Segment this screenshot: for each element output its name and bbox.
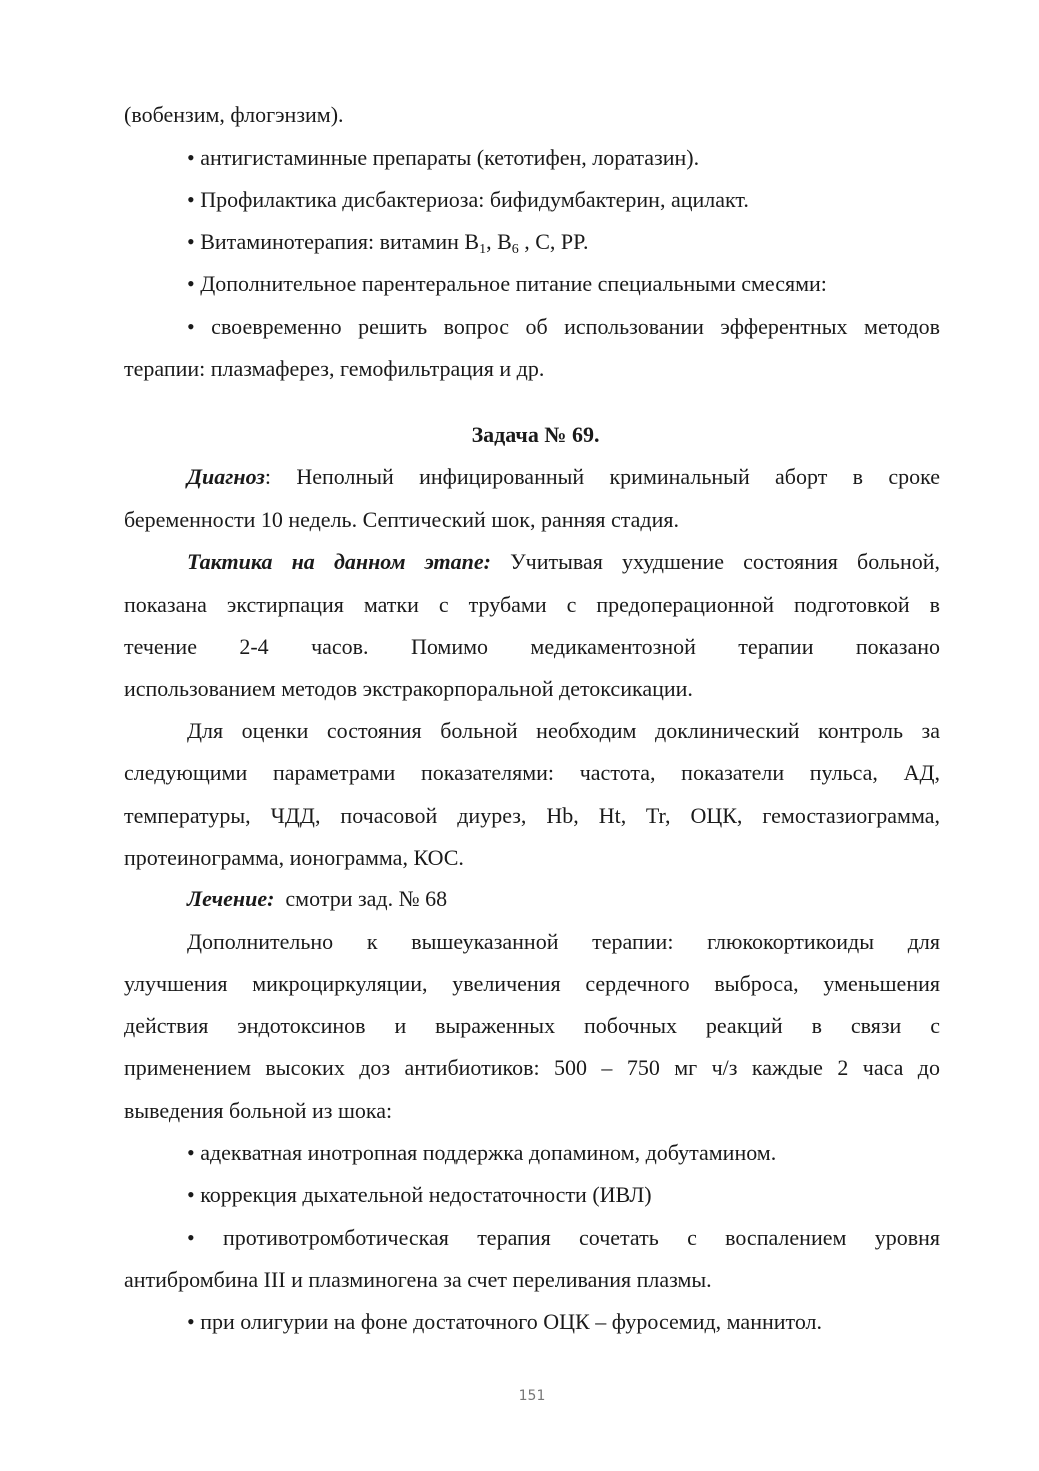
text-line: беременности 10 недель. Септический шок, ранняя стадия.	[124, 507, 680, 532]
text-line: Для оценки состояния больной необходим доклинический контроль за	[187, 718, 940, 743]
tactics-line: Тактика на данном этапе: Учитывая ухудшение состояния больной,	[187, 549, 940, 574]
text-line: показана экстирпация матки с трубами с предоперационной подготовкой в	[124, 592, 940, 617]
task-heading: Задача № 69.	[471, 422, 600, 447]
text-line: применением высоких доз антибиотиков: 500 – 750 мг ч/з каждые 2 часа до	[124, 1055, 940, 1080]
bullet-dysbacteriosis: • Профилактика дисбактериоза: бифидумбактерин, ацилакт.	[187, 187, 749, 212]
text-line: терапии: плазмаферез, гемофильтрация и др.	[124, 356, 545, 381]
bullet-parenteral: • Дополнительное парентеральное питание специальными смесями:	[187, 271, 827, 296]
text-line: течение 2-4 часов. Помимо медикаментозной терапии показано	[124, 634, 940, 659]
text-line: Дополнительно к вышеуказанной терапии: глюкокортикоиды для	[187, 929, 940, 954]
treatment-label: Лечение:	[187, 886, 275, 911]
bullet-antithrombotic: • противотромботическая терапия сочетать с воспалением уровня	[187, 1225, 940, 1250]
bullet-efferent: • своевременно решить вопрос об использовании эфферентных методов	[187, 314, 940, 339]
bullet-respiratory: • коррекция дыхательной недостаточности (ИВЛ)	[187, 1182, 652, 1207]
text-line: протеинограмма, ионограмма, КОС.	[124, 845, 464, 870]
diagnosis-label: Диагноз	[187, 464, 265, 489]
text-line: антибромбина III и плазминогена за счет переливания плазмы.	[124, 1267, 712, 1292]
text-line: выведения больной из шока:	[124, 1098, 393, 1123]
diagnosis-line: Диагноз: Неполный инфицированный криминальный аборт в сроке	[187, 464, 940, 489]
treatment-line: Лечение: смотри зад. № 68	[187, 886, 448, 911]
bullet-inotropic: • адекватная инотропная поддержка допамином, добутамином.	[187, 1140, 777, 1165]
page-number: 151	[518, 1388, 546, 1404]
bullet-oliguria: • при олигурии на фоне достаточного ОЦК – фуросемид, маннитол.	[187, 1309, 823, 1334]
text-line: следующими параметрами показателями: частота, показатели пульса, АД,	[124, 760, 940, 785]
bullet-antihistamines: • антигистаминные препараты (кетотифен, лоратазин).	[187, 145, 700, 170]
tactics-label: Тактика на данном этапе:	[187, 549, 491, 574]
text-line: улучшения микроциркуляции, увеличения сердечного выброса, уменьшения	[124, 971, 940, 996]
text-line: температуры, ЧДД, почасовой диурез, Hb, Ht, Tr, ОЦК, гемостазиограмма,	[124, 803, 940, 828]
text-line: использованием методов экстракорпоральной детоксикации.	[124, 676, 693, 701]
bullet-vitamins: • Витаминотерапия: витамин $B_1$, $B_6$ , C, PP.	[187, 229, 589, 257]
text-line: действия эндотоксинов и выраженных побочных реакций в связи с	[124, 1013, 940, 1038]
text-line: (вобензим, флогэнзим).	[124, 102, 344, 127]
